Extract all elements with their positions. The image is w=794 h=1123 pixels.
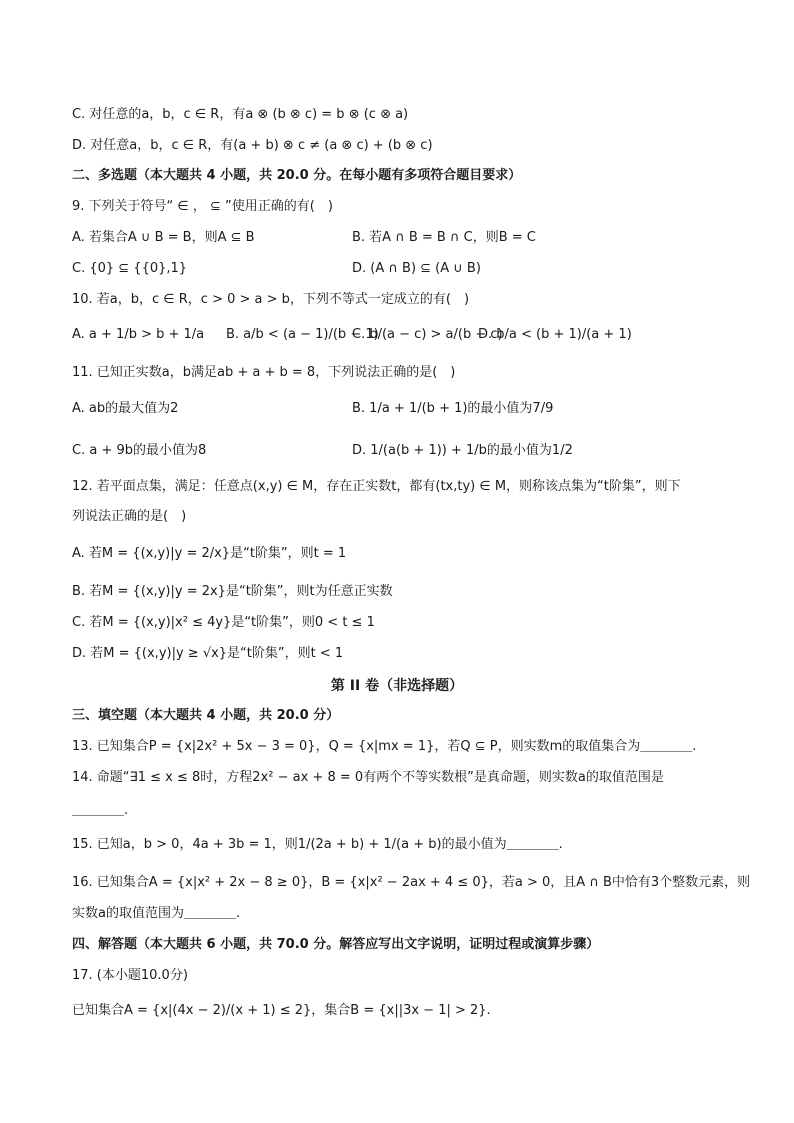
question-13: 13. 已知集合P = {x|2x² + 5x − 3 = 0}，Q = {x|mx = 1}，若Q ⊆ P，则实数m的取值集合为＿＿＿＿. — [72, 739, 697, 754]
q11-option-d: D. 1/(a(b + 1)) + 1/b的最小值为1/2 — [352, 443, 573, 458]
question-17-body: 已知集合A = {x|(4x − 2)/(x + 1) ≤ 2}，集合B = {x||3x − 1| > 2}. — [72, 1003, 491, 1018]
question-12-line-2: 列说法正确的是( ) — [72, 509, 187, 524]
section-multiple-choice-heading: 二、多选题（本大题共 4 小题，共 20.0 分。在每小题有多项符合题目要求） — [72, 168, 522, 183]
q12-option-a: A. 若M = {(x,y)|y = 2/x}是“t阶集”，则t = 1 — [72, 546, 347, 561]
q11-option-a: A. ab的最大值为2 — [72, 401, 179, 416]
q11-option-c: C. a + 9b的最小值为8 — [72, 443, 207, 458]
q9-option-b: B. 若A ∩ B = B ∩ C，则B = C — [352, 230, 536, 245]
q10-option-b: B. a/b < (a − 1)/(b − 1) — [226, 327, 379, 342]
q8-option-d: D. 对任意a，b，c ∈ R，有(a + b) ⊗ c ≠ (a ⊗ c) + (b ⊗ c) — [72, 138, 433, 153]
question-12-line-1: 12. 若平面点集，满足：任意点(x,y) ∈ M，存在正实数t，都有(tx,ty) ∈ M，则称该点集为“t阶集”，则下 — [72, 479, 681, 494]
q12-option-c: C. 若M = {(x,y)|x² ≤ 4y}是“t阶集”，则0 < t ≤ 1 — [72, 615, 375, 630]
q9-option-d: D. (A ∩ B) ⊆ (A ∪ B) — [352, 261, 481, 276]
question-17-title: 17. (本小题10.0分) — [72, 968, 188, 983]
q12-option-b: B. 若M = {(x,y)|y = 2x}是“t阶集”，则t为任意正实数 — [72, 584, 393, 599]
q9-option-c: C. {0} ⊆ {{0},1} — [72, 261, 188, 276]
q10-option-c: C. b/(a − c) > a/(b − c) — [352, 327, 503, 342]
q10-option-d: D. b/a < (b + 1)/(a + 1) — [478, 327, 632, 342]
question-16-line-1: 16. 已知集合A = {x|x² + 2x − 8 ≥ 0}，B = {x|x² − 2ax + 4 ≤ 0}，若a > 0，且A ∩ B中恰有3个整数元素，则 — [72, 875, 751, 890]
part-two-title: 第 II 卷（非选择题） — [330, 678, 464, 694]
question-15: 15. 已知a，b > 0，4a + 3b = 1，则1/(2a + b) + 1/(a + b)的最小值为＿＿＿＿. — [72, 837, 563, 852]
q8-option-c: C. 对任意的a，b，c ∈ R，有a ⊗ (b ⊗ c) = b ⊗ (c ⊗ a) — [72, 107, 409, 122]
question-14-line-1: 14. 命题“∃1 ≤ x ≤ 8时，方程2x² − ax + 8 = 0有两个不等实数根”是真命题，则实数a的取值范围是 — [72, 770, 664, 785]
question-9: 9. 下列关于符号“ ∈ ， ⊆ ”使用正确的有( ) — [72, 199, 333, 214]
question-14-line-2: ＿＿＿＿. — [72, 803, 129, 818]
section-fill-in-heading: 三、填空题（本大题共 4 小题，共 20.0 分） — [72, 708, 340, 723]
q9-option-a: A. 若集合A ∪ B = B，则A ⊆ B — [72, 230, 255, 245]
section-answer-heading: 四、解答题（本大题共 6 小题，共 70.0 分。解答应写出文字说明，证明过程或演算步骤） — [72, 937, 600, 952]
question-11: 11. 已知正实数a，b满足ab + a + b = 8，下列说法正确的是( ) — [72, 365, 456, 380]
q10-option-a: A. a + 1/b > b + 1/a — [72, 327, 205, 342]
question-10: 10. 若a，b，c ∈ R，c > 0 > a > b，下列不等式一定成立的有( ) — [72, 292, 470, 307]
q12-option-d: D. 若M = {(x,y)|y ≥ √x}是“t阶集”，则t < 1 — [72, 646, 344, 661]
q11-option-b: B. 1/a + 1/(b + 1)的最小值为7/9 — [352, 401, 554, 416]
question-16-line-2: 实数a的取值范围为＿＿＿＿. — [72, 906, 241, 921]
